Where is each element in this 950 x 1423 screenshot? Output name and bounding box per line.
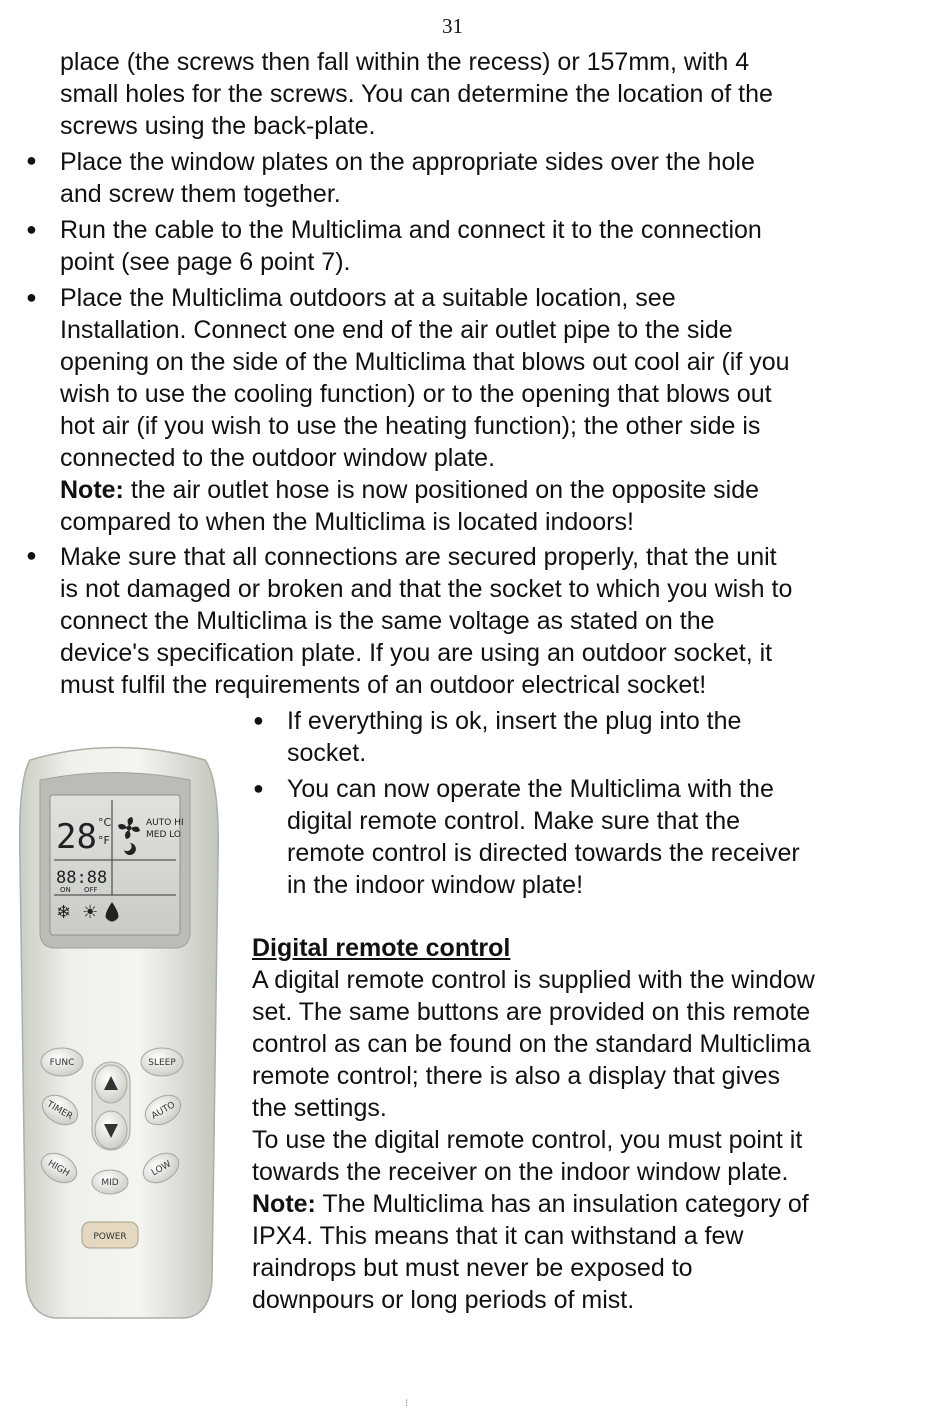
bullet-item-place-outdoors: Place the Multiclima outdoors at a suitable location, see Installation. Connect one end of the air outlet pipe to the side opening on the side of the Multiclima that blows out cool air (if you wish to use the cooling function) or to the opening that blows out hot air (if you wish to use the heating function); the other side is connected to the outdoor window plate. Note: the air outlet hose is now positioned on the opposite side compared to when the Multiclima is located indoors! bbox=[60, 282, 920, 538]
svg-text:SLEEP: SLEEP bbox=[148, 1058, 176, 1068]
bullet-item-operate: You can now operate the Multiclima with the digital remote control. Make sure that the remote control is directed towards the receiver in the indoor window plate! bbox=[287, 775, 800, 899]
remote-control-illustration bbox=[0, 740, 230, 1330]
display-clock: 88:88 bbox=[56, 868, 108, 888]
svg-text:MED LO: MED LO bbox=[146, 830, 182, 840]
note-line: Note: the air outlet hose is now positioned on the opposite side bbox=[60, 476, 760, 504]
svg-text:FUNC: FUNC bbox=[49, 1058, 75, 1068]
svg-text:ON: ON bbox=[60, 886, 71, 894]
display-temperature: 28 bbox=[56, 817, 97, 857]
note-line: Note: The Multiclima has an insulation category of bbox=[252, 1190, 809, 1218]
note-label: Note: bbox=[60, 476, 124, 504]
snowflake-icon: ❄ bbox=[56, 902, 72, 923]
bullet-item-connections: Make sure that all connections are secured properly, that the unit is not damaged or broken and that the socket to which you wish to connect the Multiclima is the same voltage as stated on the device's specification plate. If you are using an outdoor socket, it must fulfil the requirements of an outdoor electrical socket! bbox=[60, 543, 793, 699]
svg-text:AUTO: AUTO bbox=[150, 1100, 177, 1122]
remote-control-section: Digital remote control A digital remote control is supplied with the window set. The same buttons are provided on this remote control as can be found on the standard Multiclima remote control; there is also a display that gives the settings. To use the digital remote control, you must point it towards the receiver on the indoor window plate. Note: The Multiclima has an insulation category of IPX4. This means that it can withstand a few raindrops but must never be exposed to downpours or long periods of mist. bbox=[252, 932, 912, 1316]
bullet-marker: ● bbox=[253, 778, 264, 798]
intro-paragraph: place (the screws then fall within the recess) or 157mm, with 4 small holes for the screws. You can determine the location of the screws using the back-plate. bbox=[60, 48, 773, 140]
bullet-marker: ● bbox=[26, 287, 37, 307]
footer-mark: ⁝ bbox=[405, 1398, 409, 1409]
svg-text:MID: MID bbox=[101, 1178, 119, 1188]
svg-text:POWER: POWER bbox=[93, 1232, 127, 1242]
note-label: Note: bbox=[252, 1190, 316, 1218]
page-number: 31 bbox=[442, 14, 463, 38]
svg-text:LOW: LOW bbox=[150, 1159, 173, 1179]
bullet-marker: ● bbox=[26, 545, 37, 565]
bullet-marker: ● bbox=[26, 219, 37, 239]
svg-text:°C: °C bbox=[98, 816, 112, 829]
sun-icon: ☀ bbox=[82, 902, 99, 923]
svg-text:TIMER: TIMER bbox=[44, 1099, 75, 1123]
bullet-item-cable: Run the cable to the Multiclima and connect it to the connection point (see page 6 point 7). bbox=[60, 216, 762, 276]
svg-text:°F: °F bbox=[98, 834, 110, 847]
bullet-marker: ● bbox=[26, 150, 37, 170]
svg-text:OFF: OFF bbox=[84, 886, 98, 894]
section-heading: Digital remote control bbox=[252, 934, 511, 962]
svg-text:AUTO HI: AUTO HI bbox=[146, 818, 184, 828]
bullet-item-window-plates: Place the window plates on the appropriate sides over the hole and screw them together. bbox=[60, 148, 755, 208]
svg-text:HIGH: HIGH bbox=[45, 1158, 72, 1179]
bullet-item-plug: If everything is ok, insert the plug into the socket. bbox=[287, 707, 742, 767]
bullet-marker: ● bbox=[253, 710, 264, 730]
